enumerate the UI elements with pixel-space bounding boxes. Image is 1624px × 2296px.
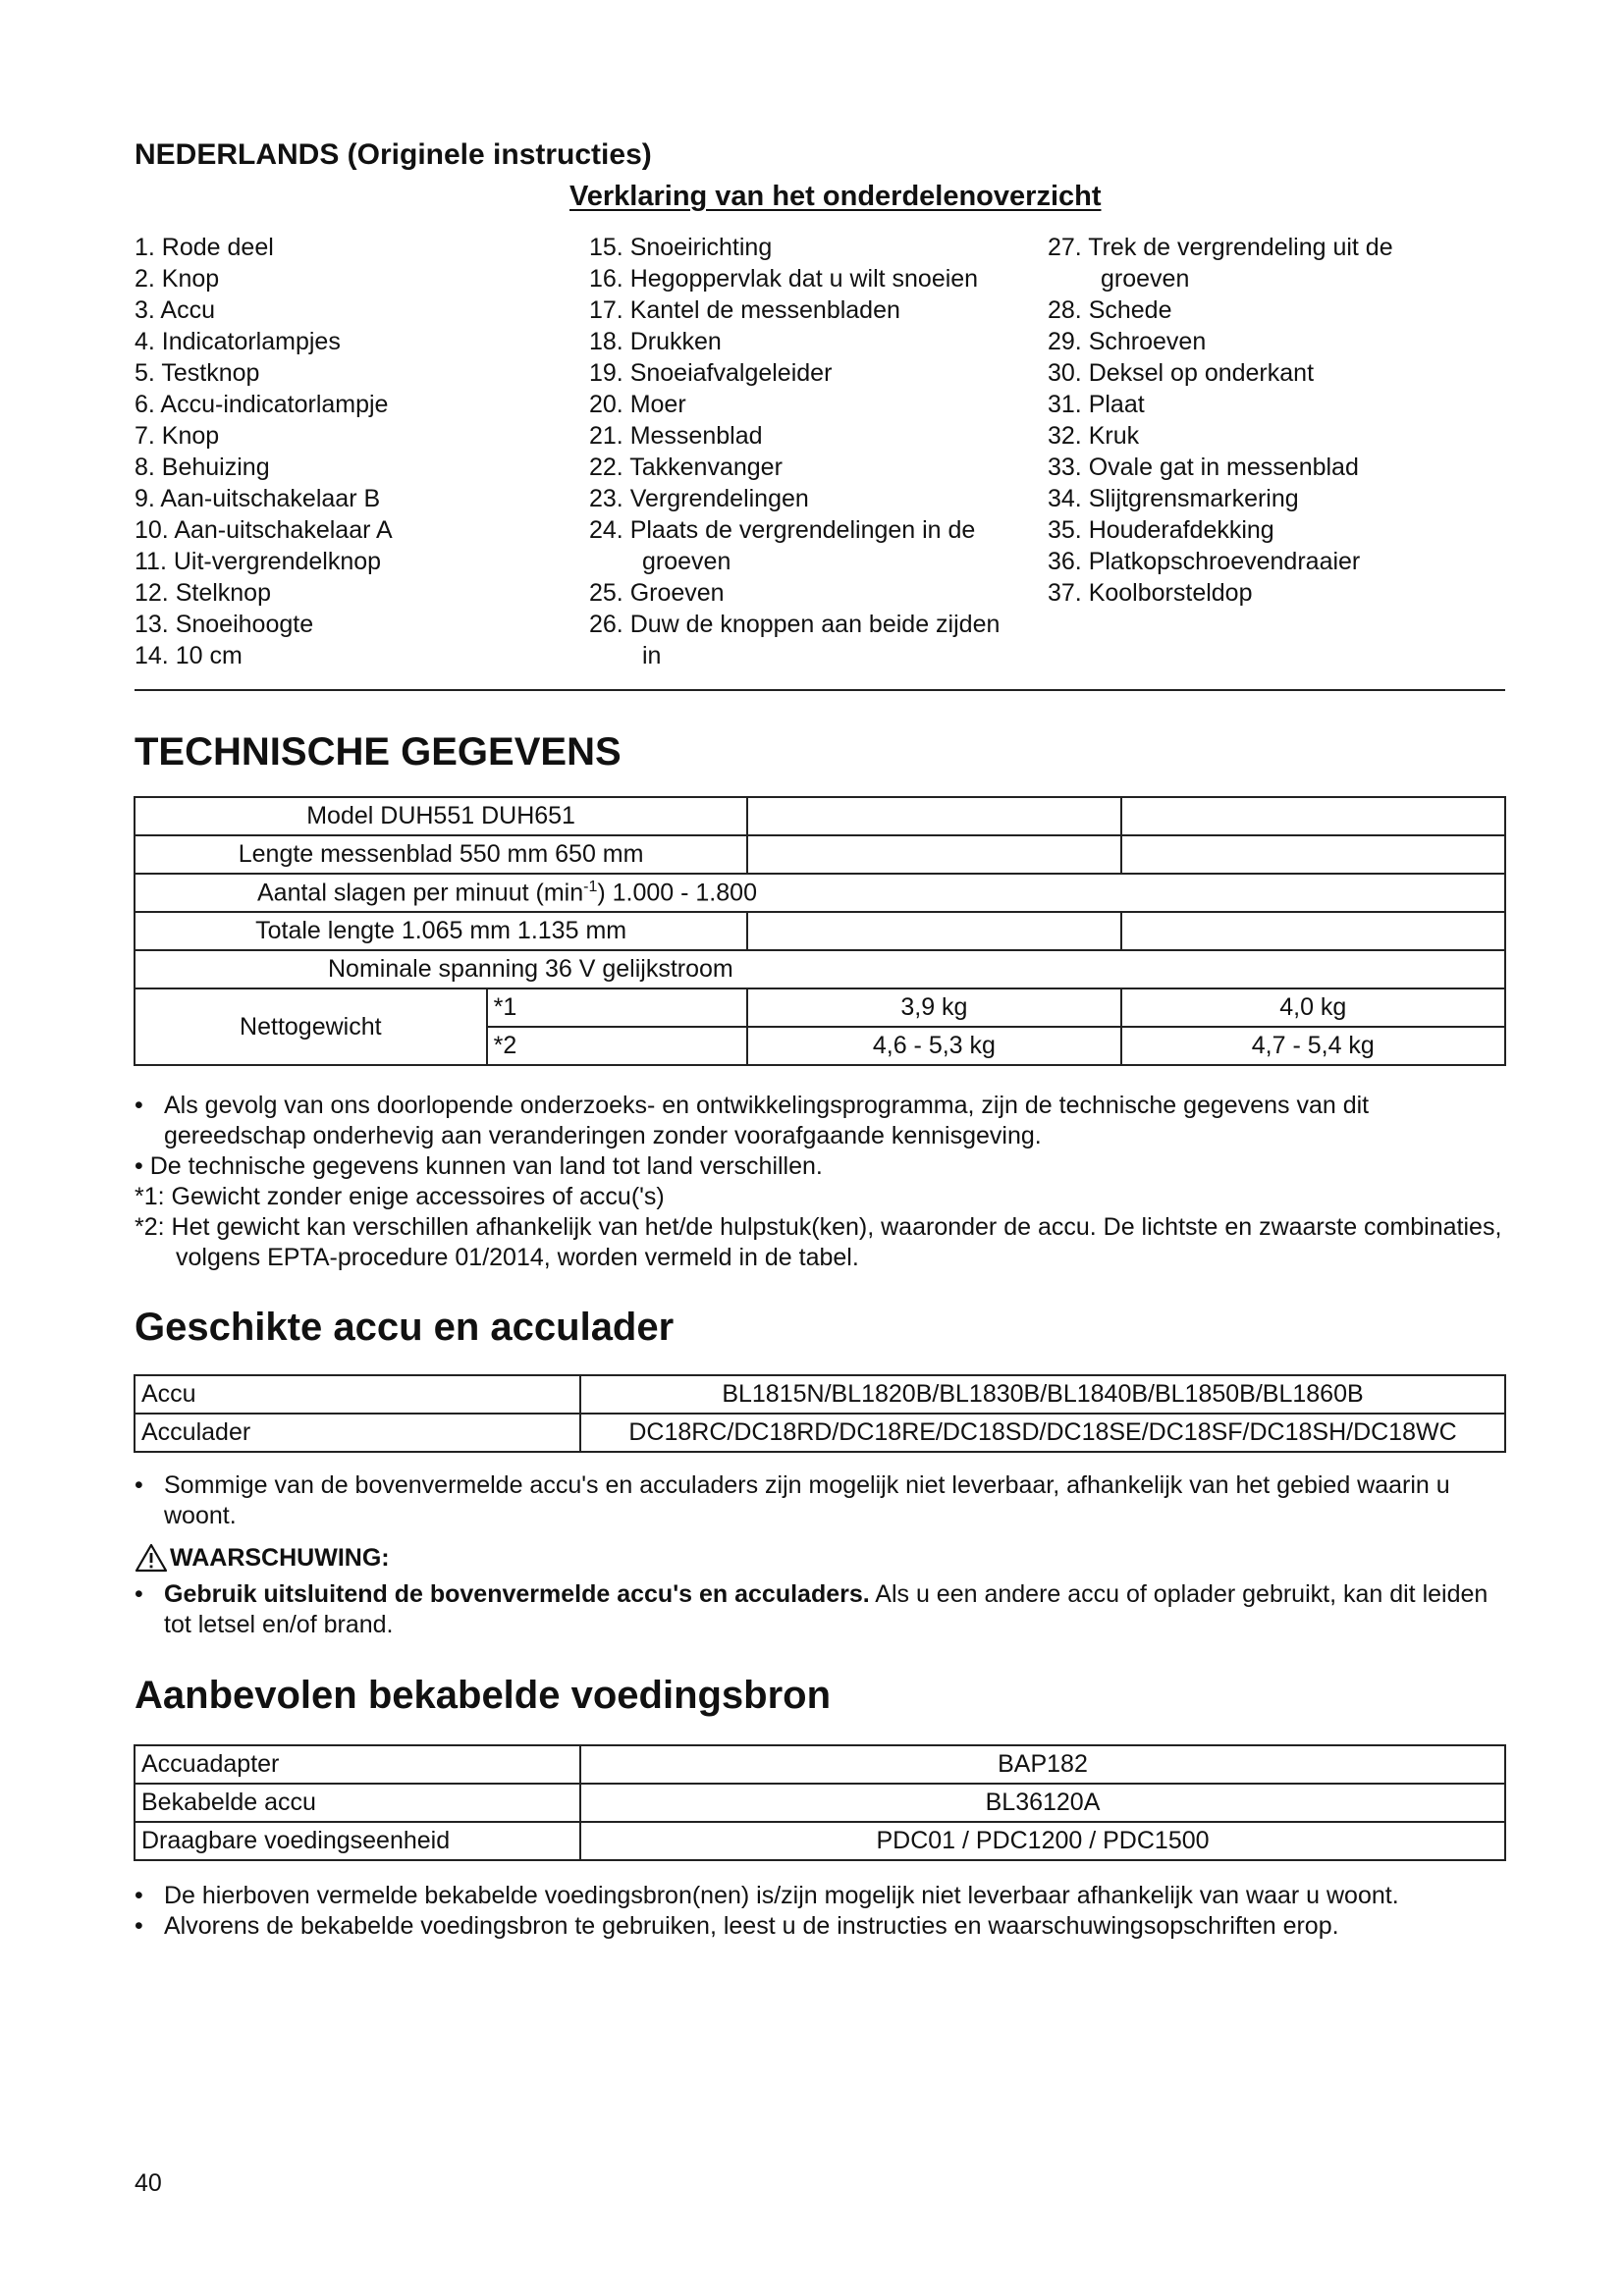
warning-heading bbox=[135, 1543, 390, 1573]
legend-item: 29. Schroeven bbox=[1048, 328, 1207, 355]
legend-column-1 bbox=[135, 232, 393, 671]
specs-row-blade bbox=[135, 835, 1505, 874]
legend-column-3 bbox=[1048, 232, 1393, 609]
warning-label: WAARSCHUWING: bbox=[170, 1543, 390, 1572]
power-value-2: BL36120A bbox=[580, 1784, 1505, 1822]
weight-value-1b: 4,0 kg bbox=[1121, 988, 1505, 1027]
legend-item: 28. Schede bbox=[1048, 296, 1172, 324]
language-title: NEDERLANDS (Originele instructies) bbox=[135, 138, 652, 171]
specs-length-cell: Totale lengte 1.065 mm 1.135 mm bbox=[135, 912, 747, 950]
section-divider bbox=[135, 689, 1505, 691]
specs-table bbox=[134, 796, 1506, 1066]
bullet: • bbox=[135, 1580, 143, 1608]
weight-value-1a: 3,9 kg bbox=[747, 988, 1120, 1027]
specs-note-1-text: Als gevolg van ons doorlopende onderzoeks- en ontwikkelingsprogramma, zijn de technische gegevens van dit gereedschap onderhevig aan veranderingen zonder voorafgaande kennisgeving. bbox=[164, 1092, 1370, 1149]
charger-label: Acculader bbox=[135, 1414, 580, 1452]
specs-voltage-cell bbox=[135, 950, 1505, 988]
specs-model-cell: Model DUH551 DUH651 bbox=[135, 797, 747, 835]
empty-cell bbox=[1121, 835, 1505, 874]
legend-item: 24. Plaats de vergrendelingen in de bbox=[589, 516, 976, 544]
legend-item: 11. Uit-vergrendelknop bbox=[135, 548, 382, 575]
power-row-1 bbox=[135, 1745, 1505, 1784]
weight-key-1: *1 bbox=[487, 988, 748, 1027]
power-source-title: Aanbevolen bekabelde voedingsbron bbox=[135, 1674, 832, 1717]
specs-row-model bbox=[135, 797, 1505, 835]
legend-item: groeven bbox=[1101, 265, 1190, 293]
specs-row-weight-1 bbox=[135, 988, 1505, 1027]
bullet: • bbox=[135, 1092, 143, 1119]
specs-row-voltage bbox=[135, 950, 1505, 988]
legend-item: 30. Deksel op onderkant bbox=[1048, 359, 1315, 387]
legend-item: 2. Knop bbox=[135, 265, 220, 293]
legend-item: 36. Platkopschroevendraaier bbox=[1048, 548, 1361, 575]
battery-title: Geschikte accu en acculader bbox=[135, 1306, 675, 1349]
legend-item: 32. Kruk bbox=[1048, 422, 1140, 450]
weight-value-2b: 4,7 - 5,4 kg bbox=[1121, 1027, 1505, 1065]
legend-item: 25. Groeven bbox=[589, 579, 725, 607]
legend-title: Verklaring van het onderdelenoverzicht bbox=[569, 181, 1102, 212]
specs-title: TECHNISCHE GEGEVENS bbox=[135, 730, 622, 774]
warning-text bbox=[164, 1579, 1505, 1640]
specs-note-1 bbox=[135, 1091, 1505, 1151]
warning-body bbox=[135, 1579, 1505, 1640]
power-source-table bbox=[134, 1744, 1506, 1861]
specs-strokes-cell bbox=[135, 874, 1505, 912]
legend-item: 6. Accu-indicatorlampje bbox=[135, 391, 389, 418]
specs-row-length bbox=[135, 912, 1505, 950]
bullet: • bbox=[135, 1471, 143, 1499]
legend-item: 35. Houderafdekking bbox=[1048, 516, 1274, 544]
legend-item: 16. Hegoppervlak dat u wilt snoeien bbox=[589, 265, 979, 293]
power-label-2: Bekabelde accu bbox=[135, 1784, 580, 1822]
accu-value: BL1815N/BL1820B/BL1830B/BL1840B/BL1850B/BL1860B bbox=[580, 1375, 1505, 1414]
legend-item: 22. Takkenvanger bbox=[589, 454, 783, 481]
specs-note-2: • De technische gegevens kunnen van land tot land verschillen. bbox=[135, 1152, 823, 1180]
charger-value: DC18RC/DC18RD/DC18RE/DC18SD/DC18SE/DC18SF/DC18SH/DC18WC bbox=[580, 1414, 1505, 1452]
legend-item: 7. Knop bbox=[135, 422, 220, 450]
power-value-3: PDC01 / PDC1200 / PDC1500 bbox=[580, 1822, 1505, 1860]
warning-bold: Gebruik uitsluitend de bovenvermelde accu's en acculaders. bbox=[164, 1580, 870, 1608]
bullet: • bbox=[135, 1912, 143, 1940]
voltage-text: Nominale spanning 36 V gelijkstroom bbox=[328, 955, 733, 983]
empty-cell bbox=[747, 797, 1120, 835]
page-number: 40 bbox=[135, 2169, 162, 2197]
power-label-3: Draagbare voedingseenheid bbox=[135, 1822, 580, 1860]
legend-item: 4. Indicatorlampjes bbox=[135, 328, 341, 355]
battery-note-item bbox=[135, 1470, 1505, 1531]
legend-item: 31. Plaat bbox=[1048, 391, 1145, 418]
empty-cell bbox=[1121, 912, 1505, 950]
battery-note-text: Sommige van de bovenvermelde accu's en acculaders zijn mogelijk niet leverbaar, afhankelijk van het gebied waarin u woont. bbox=[164, 1471, 1450, 1529]
legend-item: 13. Snoeihoogte bbox=[135, 611, 314, 638]
legend-item: 8. Behuizing bbox=[135, 454, 270, 481]
legend-item: 37. Koolborsteldop bbox=[1048, 579, 1253, 607]
specs-blade-cell: Lengte messenblad 550 mm 650 mm bbox=[135, 835, 747, 874]
legend-item: 12. Stelknop bbox=[135, 579, 271, 607]
legend-item: 17. Kantel de messenbladen bbox=[589, 296, 900, 324]
legend-item: 15. Snoeirichting bbox=[589, 234, 773, 261]
battery-note bbox=[135, 1470, 1505, 1531]
legend-item: 33. Ovale gat in messenblad bbox=[1048, 454, 1359, 481]
strokes-text-b: ) 1.000 - 1.800 bbox=[597, 879, 757, 907]
legend-item: in bbox=[642, 642, 662, 669]
empty-cell bbox=[747, 912, 1120, 950]
power-note-1 bbox=[135, 1881, 1505, 1911]
power-row-3 bbox=[135, 1822, 1505, 1860]
legend-item: 23. Vergrendelingen bbox=[589, 485, 809, 512]
empty-cell bbox=[747, 835, 1120, 874]
legend-item: 26. Duw de knoppen aan beide zijden bbox=[589, 611, 1001, 638]
weight-label: Nettogewicht bbox=[135, 988, 487, 1065]
legend-item: 9. Aan-uitschakelaar B bbox=[135, 485, 381, 512]
weight-value-2a: 4,6 - 5,3 kg bbox=[747, 1027, 1120, 1065]
battery-table bbox=[134, 1374, 1506, 1453]
battery-row-charger bbox=[135, 1414, 1505, 1452]
legend-item: 19. Snoeiafvalgeleider bbox=[589, 359, 833, 387]
warning-rest: Als u een andere accu of oplader gebruikt, kan dit leiden tot letsel en/of brand. bbox=[164, 1580, 1489, 1638]
power-source-notes bbox=[135, 1881, 1505, 1942]
empty-cell bbox=[1121, 797, 1505, 835]
weight-key-2: *2 bbox=[487, 1027, 748, 1065]
battery-row-accu bbox=[135, 1375, 1505, 1414]
legend-item: 1. Rode deel bbox=[135, 234, 274, 261]
bullet: • bbox=[135, 1882, 143, 1909]
legend-item: 3. Accu bbox=[135, 296, 215, 324]
legend-item: 5. Testknop bbox=[135, 359, 260, 387]
power-note-1-text: De hierboven vermelde bekabelde voedingsbron(nen) is/zijn mogelijk niet leverbaar afhankelijk van waar u woont. bbox=[164, 1882, 1399, 1909]
specs-note-4: *2: Het gewicht kan verschillen afhankelijk van het/de hulpstuk(ken), waaronder de accu. De lichtste en zwaarste combinaties, volgens EPTA-procedure 01/2014, worden vermeld in de tabel. bbox=[135, 1213, 1502, 1271]
legend-item: 21. Messenblad bbox=[589, 422, 763, 450]
legend-item: 20. Moer bbox=[589, 391, 686, 418]
legend-item: 34. Slijtgrensmarkering bbox=[1048, 485, 1299, 512]
legend-item: 10. Aan-uitschakelaar A bbox=[135, 516, 393, 544]
specs-note-3: *1: Gewicht zonder enige accessoires of accu('s) bbox=[135, 1183, 665, 1210]
warning-item bbox=[135, 1579, 1505, 1640]
legend-item: 27. Trek de vergrendeling uit de bbox=[1048, 234, 1393, 261]
strokes-superscript: -1 bbox=[583, 878, 598, 895]
warning-triangle-icon bbox=[135, 1543, 168, 1573]
specs-row-strokes bbox=[135, 874, 1505, 912]
power-value-1: BAP182 bbox=[580, 1745, 1505, 1784]
power-note-2-text: Alvorens de bekabelde voedingsbron te gebruiken, leest u de instructies en waarschuwingsopschriften erop. bbox=[164, 1912, 1339, 1940]
legend-item: 18. Drukken bbox=[589, 328, 722, 355]
specs-notes bbox=[135, 1091, 1505, 1273]
legend-item: 14. 10 cm bbox=[135, 642, 243, 669]
accu-label: Accu bbox=[135, 1375, 580, 1414]
legend-column-2 bbox=[589, 232, 1000, 671]
strokes-text-a: Aantal slagen per minuut (min bbox=[257, 879, 584, 907]
power-note-2 bbox=[135, 1911, 1505, 1942]
legend-item: groeven bbox=[642, 548, 731, 575]
power-row-2 bbox=[135, 1784, 1505, 1822]
power-label-1: Accuadapter bbox=[135, 1745, 580, 1784]
